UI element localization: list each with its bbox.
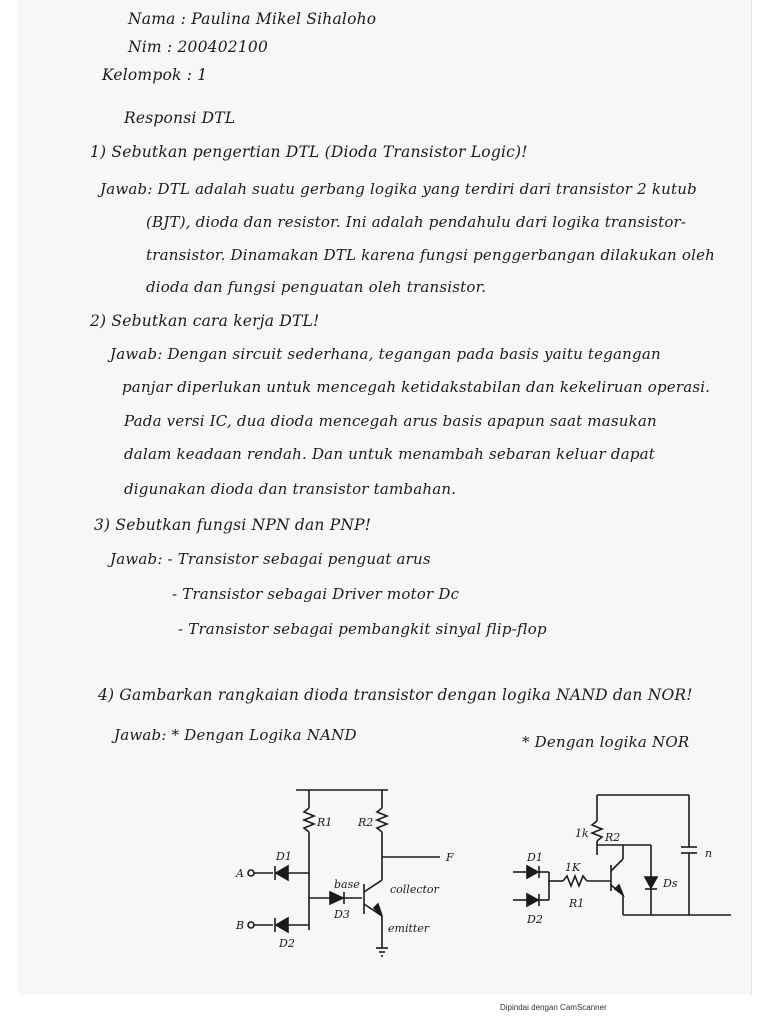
student-name: Nama : Paulina Mikel Sihaloho bbox=[128, 10, 377, 28]
answer-2-line: panjar diperlukan untuk mencegah ketidakstabilan dan kekeliruan operasi. bbox=[122, 378, 711, 396]
nor-ds-label: Ds bbox=[663, 877, 678, 890]
nor-r-in-label: 1K bbox=[565, 861, 581, 874]
answer-2-line: digunakan dioda dan transistor tambahan. bbox=[124, 480, 457, 498]
page-title: Responsi DTL bbox=[124, 109, 236, 127]
nor-r2-label: R2 bbox=[605, 831, 621, 844]
answer-3-line: - Transistor sebagai pembangkit sinyal flip-flop bbox=[178, 620, 547, 638]
student-group: Kelompok : 1 bbox=[102, 66, 208, 84]
nand-base-label: base bbox=[334, 878, 360, 891]
answer-3-line: - Transistor sebagai Driver motor Dc bbox=[172, 585, 460, 603]
nand-d3-label: D3 bbox=[334, 908, 350, 921]
question-2: 2) Sebutkan cara kerja DTL! bbox=[90, 312, 320, 330]
nor-d1-label: D1 bbox=[527, 851, 543, 864]
scanner-watermark: Dipindai dengan CamScanner bbox=[500, 1003, 607, 1012]
nand-collector-label: collector bbox=[390, 883, 439, 896]
nor-n-label: n bbox=[705, 847, 713, 860]
question-4: 4) Gambarkan rangkaian dioda transistor dengan logika NAND dan NOR! bbox=[98, 686, 693, 704]
student-nim: Nim : 200402100 bbox=[128, 38, 269, 56]
answer-1-line: Jawab: DTL adalah suatu gerbang logika yang terdiri dari transistor 2 kutub bbox=[100, 180, 697, 198]
nand-output-f-label: F bbox=[446, 851, 454, 864]
answer-2-line: Jawab: Dengan sircuit sederhana, tegangan pada basis yaitu tegangan bbox=[110, 345, 661, 363]
answer-1-line: transistor. Dinamakan DTL karena fungsi penggerbangan dilakukan oleh bbox=[146, 246, 716, 264]
nand-d1-label: D1 bbox=[276, 850, 292, 863]
nand-circuit-diagram bbox=[208, 780, 478, 965]
nor-r-top-label: 1k bbox=[575, 827, 589, 840]
answer-2-line: dalam keadaan rendah. Dan untuk menambah sebaran keluar dapat bbox=[124, 445, 656, 463]
answer-4-nor-heading: * Dengan logika NOR bbox=[522, 733, 690, 751]
question-3: 3) Sebutkan fungsi NPN dan PNP! bbox=[94, 516, 372, 534]
answer-2-line: Pada versi IC, dua dioda mencegah arus basis apapun saat masukan bbox=[124, 412, 657, 430]
nand-d2-label: D2 bbox=[279, 937, 295, 950]
nor-circuit-diagram bbox=[483, 785, 733, 935]
nor-d2-label: D2 bbox=[527, 913, 543, 926]
nand-r2-label: R2 bbox=[358, 816, 374, 829]
nand-r1-label: R1 bbox=[317, 816, 333, 829]
answer-1-line: (BJT), dioda dan resistor. Ini adalah pendahulu dari logika transistor- bbox=[146, 213, 687, 231]
question-1: 1) Sebutkan pengertian DTL (Dioda Transistor Logic)! bbox=[90, 143, 528, 161]
answer-3-line: Jawab: - Transistor sebagai penguat arus bbox=[110, 550, 431, 568]
nand-emitter-label: emitter bbox=[388, 922, 430, 935]
answer-1-line: dioda dan fungsi penguatan oleh transistor. bbox=[146, 278, 487, 296]
nand-input-b-label: B bbox=[236, 919, 245, 932]
nand-input-a-label: A bbox=[236, 867, 244, 880]
answer-4-nand-heading: Jawab: * Dengan Logika NAND bbox=[114, 726, 357, 744]
scanned-page bbox=[18, 0, 752, 995]
nor-r1-label: R1 bbox=[569, 897, 585, 910]
